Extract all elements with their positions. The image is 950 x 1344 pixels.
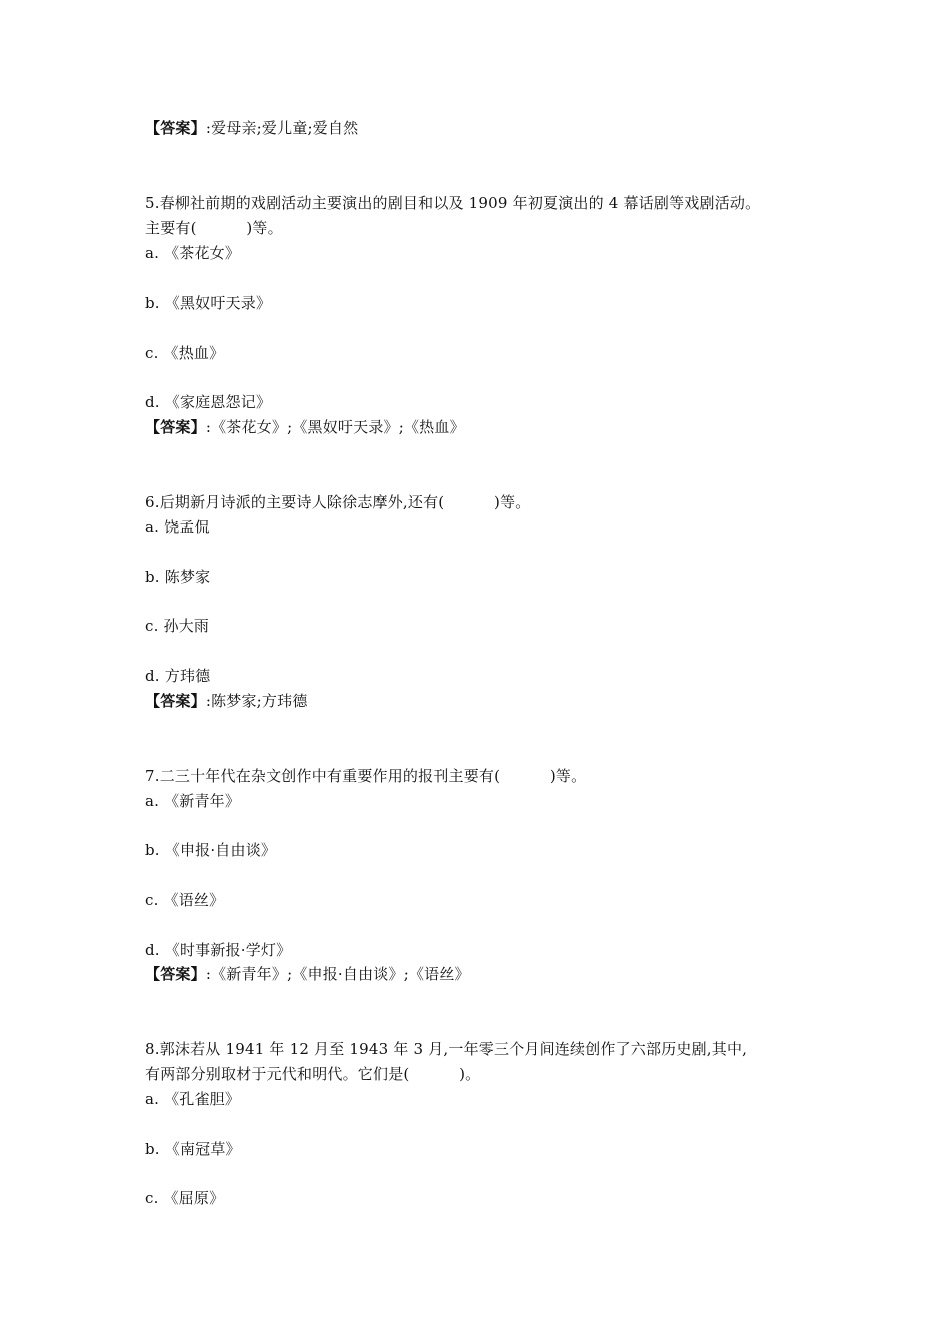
option-a: a. 《新青年》 bbox=[145, 792, 241, 810]
option-c: c. 《热血》 bbox=[145, 344, 225, 362]
option-b: b. 《南冠草》 bbox=[145, 1140, 241, 1158]
answer-text: :《新青年》;《申报·自由谈》;《语丝》 bbox=[205, 965, 470, 983]
question-stem: 有两部分别取材于元代和明代。它们是( )。 bbox=[145, 1065, 481, 1083]
answer-line bbox=[145, 964, 470, 984]
option-c: c. 《屈原》 bbox=[145, 1189, 225, 1207]
answer-text: :爱母亲;爱儿童;爱自然 bbox=[205, 119, 359, 137]
answer-label: 【答案】 bbox=[145, 119, 206, 137]
answer-line bbox=[145, 691, 308, 711]
option-c: c. 《语丝》 bbox=[145, 891, 225, 909]
option-d: d. 《时事新报·学灯》 bbox=[145, 941, 292, 959]
answer-text: :陈梦家;方玮德 bbox=[205, 692, 308, 710]
option-b: b. 《申报·自由谈》 bbox=[145, 841, 277, 859]
option-d: d. 方玮德 bbox=[145, 667, 211, 685]
option-a: a. 《孔雀胆》 bbox=[145, 1090, 241, 1108]
option-a: a. 饶孟侃 bbox=[145, 518, 210, 536]
option-b: b. 陈梦家 bbox=[145, 568, 211, 586]
question-stem: 8.郭沫若从 1941 年 12 月至 1943 年 3 月,一年零三个月间连续创作了六部历史剧,其中, bbox=[145, 1040, 748, 1058]
answer-label: 【答案】 bbox=[145, 692, 206, 710]
answer-line bbox=[145, 118, 358, 138]
option-a: a. 《茶花女》 bbox=[145, 244, 241, 262]
question-stem: 5.春柳社前期的戏剧活动主要演出的剧目和以及 1909 年初夏演出的 4 幕话剧等戏剧活动。 bbox=[145, 194, 761, 212]
answer-text: :《茶花女》;《黑奴吁天录》;《热血》 bbox=[205, 418, 465, 436]
option-c: c. 孙大雨 bbox=[145, 617, 210, 635]
question-stem: 7.二三十年代在杂文创作中有重要作用的报刊主要有( )等。 bbox=[145, 767, 587, 785]
question-stem: 6.后期新月诗派的主要诗人除徐志摩外,还有( )等。 bbox=[145, 493, 531, 511]
option-b: b. 《黑奴吁天录》 bbox=[145, 294, 272, 312]
answer-line bbox=[145, 417, 465, 437]
option-d: d. 《家庭恩怨记》 bbox=[145, 393, 272, 411]
question-stem: 主要有( )等。 bbox=[145, 219, 283, 237]
answer-label: 【答案】 bbox=[145, 418, 206, 436]
answer-label: 【答案】 bbox=[145, 965, 206, 983]
